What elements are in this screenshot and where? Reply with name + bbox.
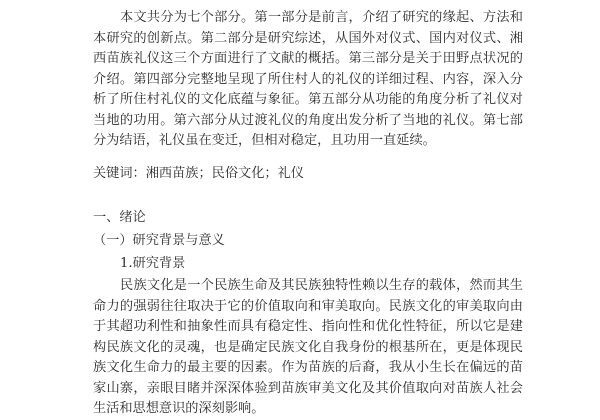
section-heading: 一、绪论 xyxy=(93,210,146,225)
abstract-paragraph: 本文共分为七个部分。第一部分是前言，介绍了研究的缘起、方法和本研究的创新点。第二部分是研究综述，从国外对仪式、国内对仪式、湘西苗族礼仪这三个方面进行了文献的概括。第三部分是关于田野点状况的介绍。第四部分完整地呈现了所住村人的礼仪的详细过程、内容，深入分析了所住村礼仪的文化底蕴与象征。第五部分从功能的角度分析了礼仪对当地的功用。第六部分从过渡礼仪的角度出发分析了当地的礼仪。第七部分为结语，礼仪虽在变迁，但相对稳定，且功用一直延续。 xyxy=(93,10,523,148)
keywords-line: 关键词：湘西苗族；民俗文化；礼仪 xyxy=(93,166,304,181)
body-paragraph: 民族文化是一个民族生命及其民族独特性赖以生存的载体，然而其生命力的强弱往往取决于它的价值取向和审美取向。民族文化的审美取向由于其超功利性和抽象性而具有稳定性、指向性和优化性特征，所以它是建构民族文化的灵魂，也是确定民族文化自我身份的根基所在，更是体现民族文化生命力的最主要的因素。作为苗族的后裔，我从小生长在偏远的苗家山寨，亲眼目睹并深深体验到苗族审美文化及其价值取向对苗族人社会生活和思想意识的深刻影响。 xyxy=(93,278,523,416)
subsection-heading: （一）研究背景与意义 xyxy=(93,233,225,248)
subsubsection-heading: 1.研究背景 xyxy=(120,256,186,271)
